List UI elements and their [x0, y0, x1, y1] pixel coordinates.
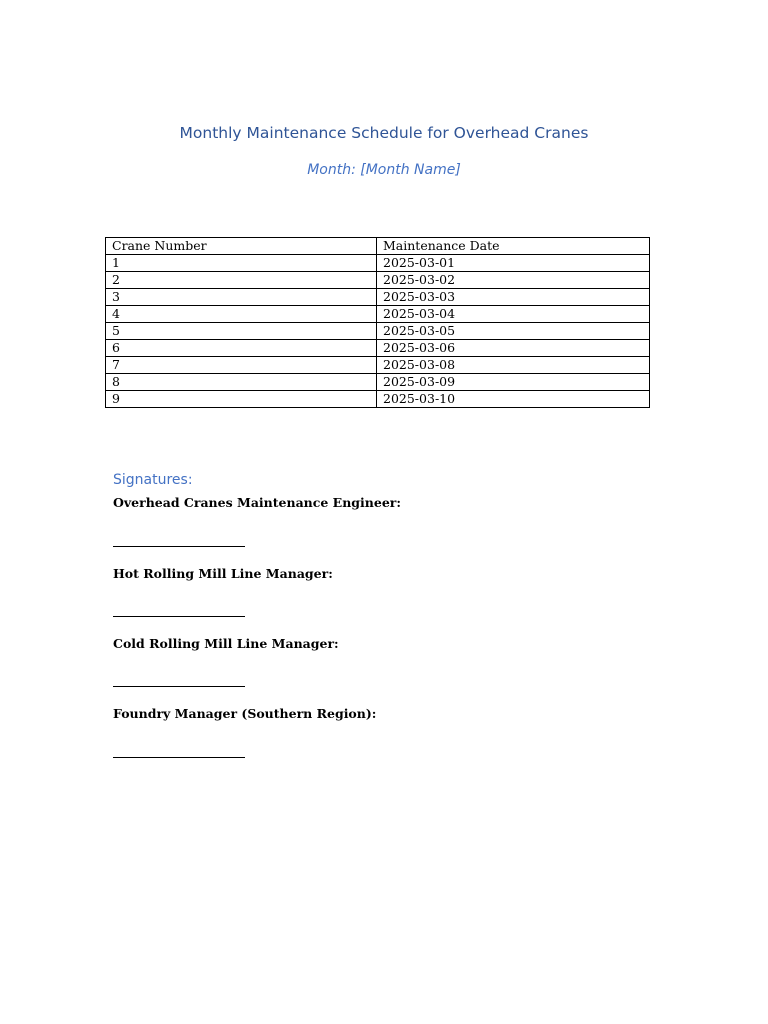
- column-header-crane-number: Crane Number: [106, 238, 377, 255]
- crane-number-cell: 4: [106, 306, 377, 323]
- table-row: [106, 391, 650, 408]
- crane-number-cell: 2: [106, 272, 377, 289]
- maintenance-date-cell: 2025-03-04: [377, 306, 650, 323]
- maintenance-date-cell: 2025-03-03: [377, 289, 650, 306]
- maintenance-date-cell: 2025-03-06: [377, 340, 650, 357]
- signature-label-foundry-manager: Foundry Manager (Southern Region):: [113, 706, 377, 721]
- signature-line-maintenance-engineer[interactable]: [113, 546, 245, 547]
- crane-number-cell: 8: [106, 374, 377, 391]
- signature-label-maintenance-engineer: Overhead Cranes Maintenance Engineer:: [113, 495, 401, 510]
- crane-number-cell: 7: [106, 357, 377, 374]
- crane-number-cell: 6: [106, 340, 377, 357]
- document-subtitle: Month: [Month Name]: [307, 162, 461, 178]
- table-row: [106, 323, 650, 340]
- crane-number-cell: 3: [106, 289, 377, 306]
- table-row: [106, 340, 650, 357]
- table-row: [106, 289, 650, 306]
- signature-line-hot-rolling-mill-manager[interactable]: [113, 616, 245, 617]
- crane-number-cell: 1: [106, 255, 377, 272]
- maintenance-date-cell: 2025-03-09: [377, 374, 650, 391]
- signature-label-hot-rolling-mill-manager: Hot Rolling Mill Line Manager:: [113, 566, 333, 581]
- maintenance-date-cell: 2025-03-10: [377, 391, 650, 408]
- table-row: [106, 255, 650, 272]
- maintenance-date-cell: 2025-03-05: [377, 323, 650, 340]
- maintenance-table: [105, 237, 650, 408]
- signature-line-foundry-manager[interactable]: [113, 757, 245, 758]
- column-header-maintenance-date: Maintenance Date: [377, 238, 650, 255]
- signatures-heading: Signatures:: [113, 472, 193, 488]
- crane-number-cell: 9: [106, 391, 377, 408]
- maintenance-date-cell: 2025-03-02: [377, 272, 650, 289]
- table-row: [106, 306, 650, 323]
- signature-label-cold-rolling-mill-manager: Cold Rolling Mill Line Manager:: [113, 636, 339, 651]
- signature-line-cold-rolling-mill-manager[interactable]: [113, 686, 245, 687]
- document-title: Monthly Maintenance Schedule for Overhead Cranes: [179, 124, 589, 142]
- maintenance-date-cell: 2025-03-08: [377, 357, 650, 374]
- table-row: [106, 272, 650, 289]
- maintenance-date-cell: 2025-03-01: [377, 255, 650, 272]
- crane-number-cell: 5: [106, 323, 377, 340]
- table-row: [106, 374, 650, 391]
- table-row: [106, 357, 650, 374]
- table-header-row: [106, 238, 650, 255]
